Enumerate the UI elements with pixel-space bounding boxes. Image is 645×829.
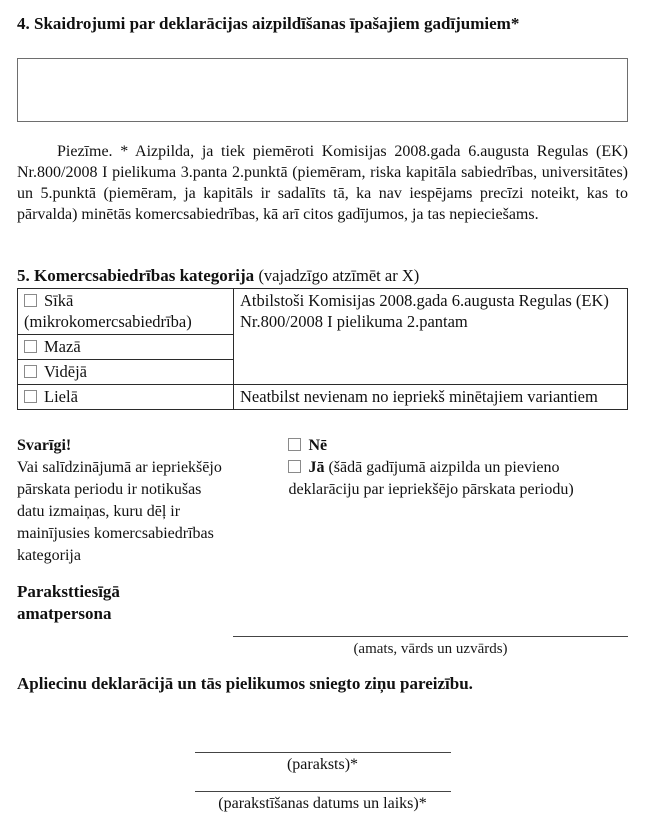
checkbox-sika-icon[interactable] bbox=[24, 294, 37, 307]
checkbox-maza-icon[interactable] bbox=[24, 340, 37, 353]
option-no-label: Nē bbox=[308, 437, 328, 454]
category-cell-liela bbox=[18, 385, 234, 410]
signature-date-caption: (parakstīšanas datums un laiks)* bbox=[218, 795, 427, 812]
option-no-row bbox=[288, 435, 628, 457]
checkbox-yes-icon[interactable] bbox=[288, 460, 301, 473]
section5-heading-note: (vajadzīgo atzīmēt ar X) bbox=[258, 266, 420, 285]
signatory-line-caption: (amats, vārds un uzvārds) bbox=[353, 641, 508, 657]
signature-caption: (paraksts)* bbox=[286, 756, 359, 773]
category-cell-videja bbox=[18, 360, 234, 385]
signatory-section bbox=[17, 581, 628, 659]
important-options-block bbox=[288, 435, 628, 567]
explanation-text-box[interactable] bbox=[17, 58, 628, 122]
signature-block bbox=[195, 752, 451, 775]
category-description-top: Atbilstoši Komisijas 2008.gada 6.augusta Regulas (EK) Nr.800/2008 I pielikuma 2.pantam bbox=[240, 291, 609, 331]
note-paragraph: Piezīme. * Aizpilda, ja tiek piemēroti Komisijas 2008.gada 6.augusta Regulas (EK) Nr.800/2008 I pielikuma 3.panta 2.punktā (piemēram, riska kapitāla sabiedrības, universitātes) un 5.punktā (piemēram, ja kapitāls ir sadalīts tā, ka nav iespējams precīzi noteikt, kas to pārvalda) minētās komercsabiedrības, kā arī citos gadījumos, ja tas nepieciešams. bbox=[17, 143, 628, 223]
important-question-block bbox=[17, 435, 228, 567]
signatory-name-field[interactable] bbox=[233, 581, 628, 637]
category-description-bottom-cell bbox=[234, 385, 628, 410]
category-label: Sīkā (mikrokomercsabiedrība) bbox=[24, 291, 192, 331]
section4-heading: 4. Skaidrojumi par deklarācijas aizpildīšanas īpašajiem gadījumiem* bbox=[17, 14, 520, 33]
option-yes-label: Jā bbox=[308, 459, 325, 476]
important-question: Vai salīdzinājumā ar iepriekšējo pārskata periodu ir notikušas datu izmaiņas, kuru dēļ ir mainījusies komercsabiedrības kategorija bbox=[17, 459, 222, 564]
category-label: Vidējā bbox=[44, 362, 87, 381]
important-section bbox=[17, 435, 628, 567]
category-cell-sika bbox=[18, 289, 234, 335]
signatory-line-wrap bbox=[233, 581, 628, 659]
category-label: Lielā bbox=[44, 387, 78, 406]
checkbox-videja-icon[interactable] bbox=[24, 365, 37, 378]
table-row bbox=[18, 385, 628, 410]
signatory-label: Paraksttiesīgā amatpersona bbox=[17, 582, 120, 623]
checkbox-liela-icon[interactable] bbox=[24, 390, 37, 403]
option-yes-note: (šādā gadījumā aizpilda un pievieno deklarāciju par iepriekšējo pārskata periodu) bbox=[288, 459, 574, 498]
section5-heading bbox=[17, 266, 628, 286]
signature-date-block bbox=[195, 791, 451, 814]
category-description-bottom: Neatbilst nevienam no iepriekš minētajiem variantiem bbox=[240, 387, 598, 406]
category-description-top-cell bbox=[234, 289, 628, 385]
section5-heading-bold: 5. Komercsabiedrības kategorija bbox=[17, 266, 255, 285]
attestation-statement: Apliecinu deklarācijā un tās pielikumos sniegto ziņu pareizību. bbox=[17, 674, 473, 693]
option-yes-row bbox=[288, 457, 628, 501]
category-table bbox=[17, 288, 628, 410]
important-title: Svarīgi! bbox=[17, 437, 72, 454]
table-row bbox=[18, 289, 628, 335]
checkbox-no-icon[interactable] bbox=[288, 438, 301, 451]
category-cell-maza bbox=[18, 335, 234, 360]
category-label: Mazā bbox=[44, 337, 81, 356]
